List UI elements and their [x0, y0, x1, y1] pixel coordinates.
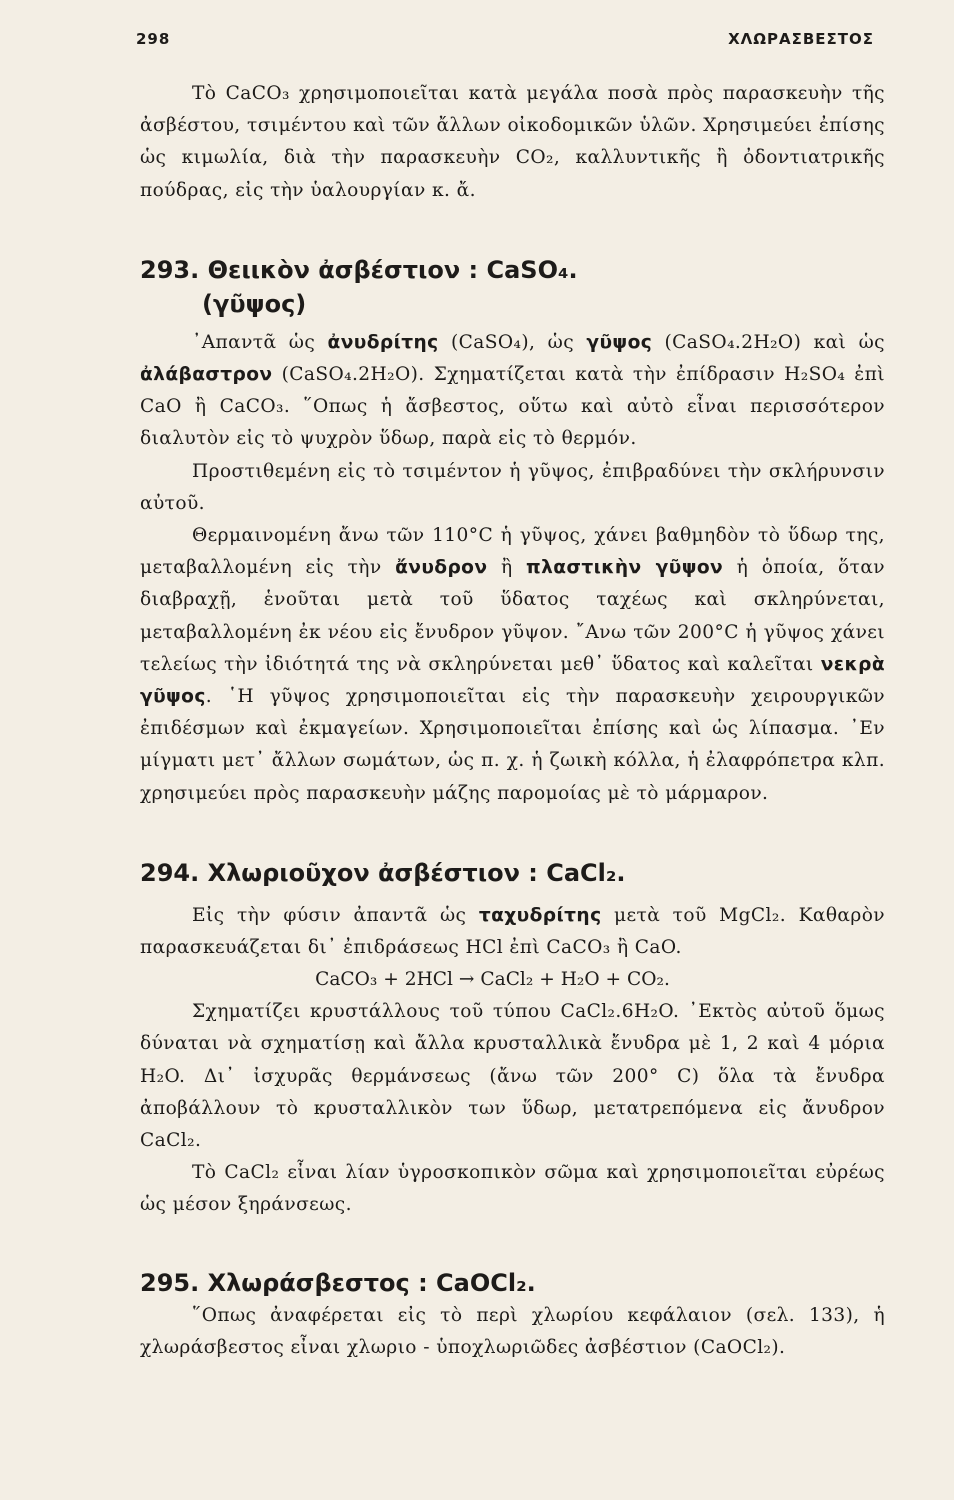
- text-run: ἢ: [487, 557, 527, 579]
- section-294-heading: 294. Χλωριοῦχον ἀσβέστιον : CaCl₂.: [140, 858, 626, 887]
- text-run: (CaSO₄.2H₂O). Σχηματίζεται κατὰ τὴν ἐπίδρασιν H₂SO₄ ἐπὶ CaO ἢ CaCO₃. ῞Οπως ἡ ἄσβεστος, οὕτω καὶ αὐτὸ εἶναι περισσότερον διαλυτὸν εἰς τὸ ψυχρὸν ὕδωρ, παρὰ εἰς τὸ θερμόν.: [140, 364, 885, 450]
- section-295-heading: 295. Χλωράσβεστος : CaOCl₂.: [140, 1268, 536, 1297]
- page-number: 298: [136, 30, 171, 48]
- term-dead-plaster: νεκρὰ γῦψος: [140, 653, 885, 708]
- section-293-paragraph-2: Προστιθεμένη εἰς τὸ τσιμέντον ἡ γῦψος, ἐπιβραδύνει τὴν σκλήρυνσιν αὐτοῦ.: [140, 460, 885, 514]
- section-294-paragraph-1: [140, 900, 885, 964]
- text-run: . ῾Η γῦψος χρησιμοποιεῖται εἰς τὴν παρασκευὴν χειρουργικῶν ἐπιδέσμων καὶ ἐκμαγείων. Χρησιμοποιεῖται ἐπίσης καὶ ὡς λίπασμα. ᾿Εν μίγματι μετ᾿ ἄλλων σωμάτων, ὡς π. χ. ἡ ζωικὴ κόλλα, ἡ ἐλαφρόπετρα κλπ. χρησιμεύει πρὸς παρασκευὴν μάζης παρομοίας μὲ τὸ μάρμαρον.: [140, 686, 885, 804]
- intro-paragraph: Τὸ CaCO₃ χρησιμοποιεῖται κατὰ μεγάλα ποσὰ πρὸς παρασκευὴν τῆς ἀσβέστου, τσιμέντου καὶ τῶν ἄλλων οἰκοδομικῶν ὑλῶν. Χρησιμεύει ἐπίσης ὡς κιμωλία, διὰ τὴν παρασκευὴν CO₂, καλλυντικῆς ἢ ὀδοντιατρικῆς πούδρας, εἰς τὴν ὑαλουργίαν κ. ἄ.: [140, 83, 885, 201]
- section-293-paragraph-1: [140, 327, 885, 456]
- text-run: ᾿Απαντᾶ ὡς: [192, 331, 328, 353]
- reaction-equation: CaCO₃ + 2HCl → CaCl₂ + H₂O + CO₂.: [315, 969, 670, 991]
- section-294-paragraph-2: Σχηματίζει κρυστάλλους τοῦ τύπου CaCl₂.6H₂O. ᾿Εκτὸς αὐτοῦ ὅμως δύναται νὰ σχηματίσῃ καὶ ἄλλα κρυσταλλικὰ ἔνυδρα μὲ 1, 2 καὶ 4 μόρια H₂O. Δι᾿ ἰσχυρᾶς θερμάνσεως (ἄνω τῶν 200° C) ὅλα τὰ ἔνυδρα ἀποβάλλουν τὸ κρυσταλλικὸν των ὕδωρ, μετατρεπόμενα εἰς ἄνυδρον CaCl₂.: [140, 1001, 885, 1152]
- spacer: [140, 1222, 885, 1266]
- section-293-heading: 293. Θειικὸν ἀσβέστιον : CaSO₄.: [140, 255, 578, 284]
- text-run: Θερμαινομένη ἄνω τῶν 110°C ἡ γῦψος, χάνει βαθμηδὸν τὸ ὕδωρ της, μεταβαλλομένη εἰς τὴν: [140, 525, 885, 579]
- text-run: ἡ ὁποία, ὅταν διαβραχῇ, ἑνοῦται μετὰ τοῦ ὕδατος ταχέως καὶ σκληρύνεται, μεταβαλλομένη ἐκ νέου εἰς ἔνυδρον γῦψον. ῎Ανω τῶν 200°C ἡ γῦψος χάνει τελείως τὴν ἰδιότητά της νὰ σκληρύνεται μεθ᾿ ὕδατος καὶ καλεῖται: [140, 557, 885, 675]
- text-run: (CaSO₄.2H₂O) καὶ ὡς: [652, 331, 885, 353]
- running-title: ΧΛΩΡΑΣΒΕΣΤΟΣ: [728, 30, 874, 48]
- section-293-subheading: (γῦψος): [202, 289, 307, 318]
- term-anhydrous: ἄνυδρον: [395, 557, 488, 579]
- term-alabaster: ἀλάβαστρον: [140, 364, 273, 386]
- text-run: (CaSO₄), ὡς: [438, 331, 587, 353]
- term-plaster: πλαστικὴν γῦψον: [526, 557, 724, 579]
- spacer: [140, 810, 885, 856]
- spacer: [140, 890, 885, 900]
- section-293-paragraph-3: [140, 520, 885, 810]
- page-content: [140, 78, 885, 1364]
- term-tachhydrite: ταχυδρίτης: [478, 904, 602, 926]
- text-run: μετὰ τοῦ MgCl₂. Καθαρὸν παρασκευάζεται δι᾿ ἐπιδράσεως HCl ἐπὶ CaCO₃ ἢ CaO.: [140, 904, 885, 959]
- term-anhydrite: ἀνυδρίτης: [327, 331, 439, 353]
- section-295-paragraph-1: ῞Οπως ἀναφέρεται εἰς τὸ περὶ χλωρίου κεφάλαιον (σελ. 133), ἡ χλωράσβεστος εἶναι χλωριο - ὑποχλωριῶδες ἀσβέστιον (CaOCl₂).: [140, 1304, 885, 1358]
- page-header: [136, 30, 874, 48]
- spacer: [140, 207, 885, 253]
- term-gypsum: γῦψος: [586, 331, 653, 353]
- text-run: Εἰς τὴν φύσιν ἀπαντᾶ ὡς: [192, 904, 479, 926]
- section-294-paragraph-3: Τὸ CaCl₂ εἶναι λίαν ὑγροσκοπικὸν σῶμα καὶ χρησιμοποιεῖται εὐρέως ὡς μέσον ξηράνσεως.: [140, 1162, 885, 1216]
